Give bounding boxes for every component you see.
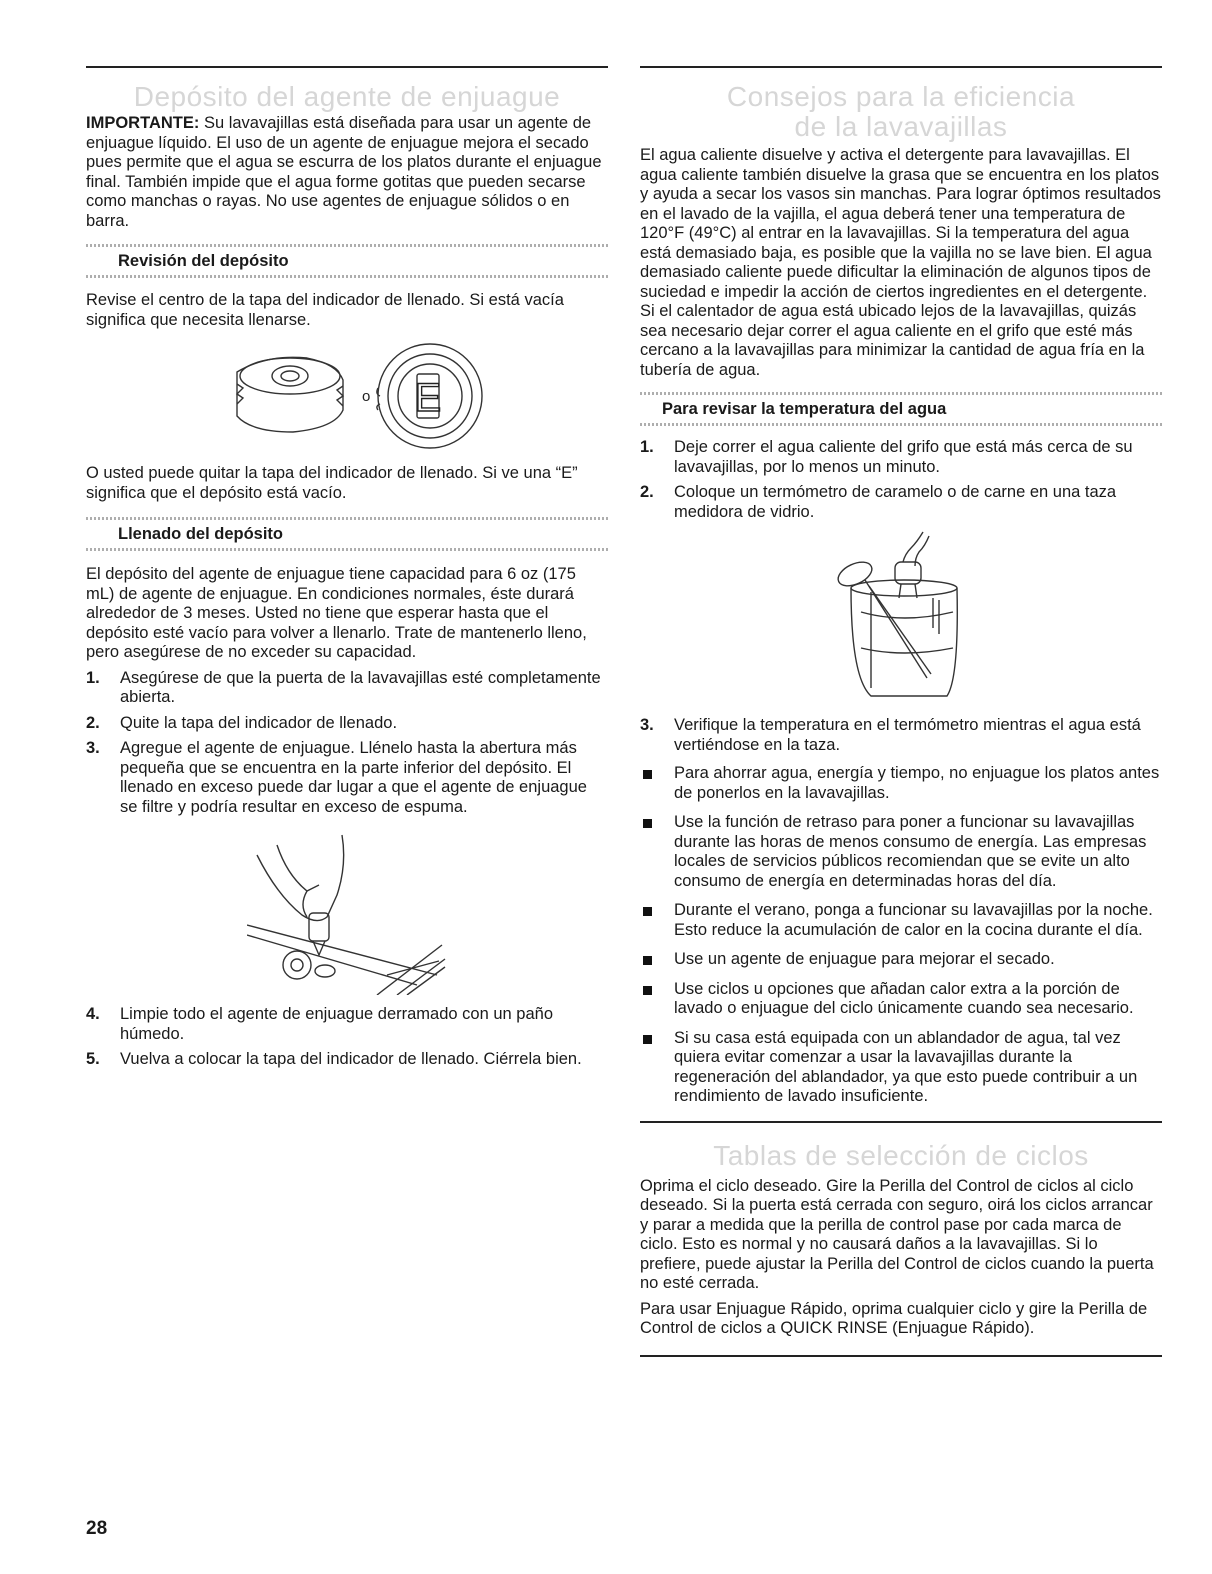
dotted-rule: [640, 392, 1162, 395]
section-rule: [640, 66, 1162, 68]
bullet-icon: [643, 819, 652, 828]
or-label: o: [362, 388, 371, 405]
list-item: [640, 716, 1162, 755]
bullet-text: Use la función de retraso para poner a funcionar su lavavajillas durante las horas de menos consumo de energía. Las empresas locales de servicios públicos recomiendan que se evite un alto consumo de energía en determinadas horas del día.: [674, 813, 1147, 890]
subheading-fill: Llenado del depósito: [118, 525, 284, 543]
empty-e-indicator: E: [414, 376, 442, 420]
dotted-rule: [86, 244, 608, 247]
bullet-text: Si su casa está equipada con un ablandador de agua, tal vez quiera evitar comenzar a usar la lavavajillas durante la regeneración del ablandador, ya que esto puede contribuir a un rendimiento de lavado insuficiente.: [674, 1028, 1138, 1105]
fill-steps-list-b: [86, 1005, 608, 1070]
bullet-text: Durante el verano, ponga a funcionar su lavavajillas por la noche. Esto reduce la acumulación de calor en la cocina durante el día.: [674, 901, 1153, 939]
bullet-text: Use un agente de enjuague para mejorar el secado.: [674, 950, 1055, 968]
rinse-aid-section: [86, 66, 608, 1076]
section-rule: [640, 1121, 1162, 1123]
check-text: Revise el centro de la tapa del indicador de llenado. Si está vacía significa que necesita llenarse.: [86, 291, 564, 329]
list-item: [86, 1050, 608, 1070]
list-item: [640, 764, 1162, 803]
step-text: Quite la tapa del indicador de llenado.: [120, 713, 398, 732]
step-text: Agregue el agente de enjuague. Llénelo hasta la abertura más pequeña que se encuentra en la parte inferior del depósito. El llenado en exceso puede dar lugar a que el agente de enjuague se filtre y podría resultar en exceso de espuma.: [120, 739, 587, 816]
step-number: 4.: [86, 1005, 100, 1023]
list-item: [86, 1005, 608, 1044]
efficiency-bullets: [640, 764, 1162, 1107]
step-number: 2.: [86, 713, 100, 732]
efficiency-intro: El agua caliente disuelve y activa el detergente para lavavajillas. El agua caliente también disuelve la grasa que se encuentra en los platos y ayuda a secar los vasos sin manchas. Para lograr óptimos resultados en el lavado de la vajilla, el agua deberá tener una temperatura de 120°F (49°C) al entrar en la lavavajillas. Si la temperatura del agua está demasiado baja, es posible que la vajilla no se lave bien. El agua demasiado caliente puede dificultar la eliminación de algunos tipos de suciedad e impedir la acción de ciertos ingredientes en el detergente. Si el calentador de agua está ubicado lejos de la lavavajillas, quizás sea necesario dejar correr el agua caliente en el grifo que esté más cercano a la lavavajillas para minimizar la cantidad de agua fría en la tubería de agua.: [640, 146, 1161, 379]
bullet-icon: [643, 907, 652, 916]
important-label: IMPORTANTE:: [86, 114, 200, 132]
page-number: 28: [86, 1518, 108, 1539]
step-number: 3.: [86, 739, 100, 757]
bullet-icon: [643, 986, 652, 995]
step-text: Deje correr el agua caliente del grifo que está más cerca de su lavavajillas, por lo menos un minuto.: [674, 438, 1133, 476]
important-paragraph: [86, 114, 608, 231]
step-number: 5.: [86, 1050, 100, 1068]
step-text: Limpie todo el agente de enjuague derramado con un paño húmedo.: [120, 1005, 553, 1043]
list-item: [640, 813, 1162, 891]
step-text: Verifique la temperatura en el termómetro mientras el agua está vertiéndose en la taza.: [674, 716, 1141, 754]
dotted-rule: [86, 517, 608, 520]
bullet-icon: [643, 956, 652, 965]
step-text: Vuelva a colocar la tapa del indicador de llenado. Ciérrela bien.: [120, 1050, 582, 1068]
list-item: [86, 714, 608, 734]
list-item: [640, 483, 1162, 522]
fill-steps-list-a: [86, 669, 608, 818]
dotted-rule: [86, 275, 608, 278]
bullet-icon: [643, 770, 652, 779]
section-rule: [640, 1355, 1162, 1357]
fill-text: El depósito del agente de enjuague tiene capacidad para 6 oz (175 mL) de agente de enjuague. En condiciones normales, éste durará alrededor de 3 meses. Usted no tiene que esperar hasta que el depósito esté vacío para volver a llenarlo. Trate de mantenerlo lleno, pero asegúrese de no exceder su capacidad.: [86, 565, 587, 661]
subheading-water-temp: Para revisar la temperatura del agua: [662, 400, 947, 418]
list-item: [640, 438, 1162, 477]
efficiency-tips-section: [640, 66, 1162, 1357]
step-number: 3.: [640, 716, 654, 734]
step-text: Coloque un termómetro de caramelo o de carne en una taza medidora de vidrio.: [674, 483, 1117, 521]
important-text: Su lavavajillas está diseñada para usar un agente de enjuague líquido. El uso de un agente de enjuague mejora el secado pues permite que el agua se escurra de los platos durante el enjuague final. También impide que el agua forme gotitas que pueden secarse como manchas o rayas. No use agentes de enjuague sólidos o en barra.: [86, 114, 602, 230]
step-text: Asegúrese de que la puerta de la lavavajillas esté completamente abierta.: [120, 668, 601, 706]
section-rule: [86, 66, 608, 68]
section-title-line2: de la lavavajillas: [794, 111, 1008, 142]
section-title: Depósito del agente de enjuague: [133, 81, 561, 112]
list-item: [86, 669, 608, 708]
after-figure-text: O usted puede quitar la tapa del indicador de llenado. Si ve una “E” significa que el depósito está vacío.: [86, 464, 578, 502]
step-number: 2.: [640, 483, 654, 501]
temp-steps-list: [640, 438, 1162, 522]
temp-step3-list: [640, 716, 1162, 755]
subheading-check: Revisión del depósito: [118, 252, 289, 270]
fill-indicator-cap-illustration: [197, 336, 497, 456]
thermometer-cup-illustration: [831, 528, 971, 702]
thermometer-figure: [640, 528, 1162, 702]
pouring-rinse-aid-figure: [86, 825, 608, 995]
list-item: [640, 901, 1162, 940]
bullet-text: Para ahorrar agua, energía y tiempo, no enjuague los platos antes de ponerlos en la lavavajillas.: [674, 764, 1160, 802]
fill-indicator-figure: [86, 336, 608, 456]
cycles-paragraph-2: Para usar Enjuague Rápido, oprima cualquier ciclo y gire la Perilla de Control de ciclos a QUICK RINSE (Enjuague Rápido).: [640, 1299, 1148, 1337]
bullet-text: Use ciclos u opciones que añadan calor extra a la porción de lavado o enjuague del ciclo únicamente cuando sea necesario.: [674, 979, 1134, 1017]
section-title-line1: Consejos para la eficiencia: [726, 81, 1076, 112]
list-item: [640, 1029, 1162, 1107]
list-item: [640, 950, 1162, 970]
cycles-title: Tablas de selección de ciclos: [713, 1139, 1089, 1171]
dotted-rule: [86, 548, 608, 551]
list-item: [640, 980, 1162, 1019]
bullet-icon: [643, 1035, 652, 1044]
step-number: 1.: [640, 438, 654, 456]
dotted-rule: [640, 423, 1162, 426]
list-item: [86, 739, 608, 817]
step-number: 1.: [86, 668, 100, 687]
cycles-paragraph-1: Oprima el ciclo deseado. Gire la Perilla del Control de ciclos al ciclo deseado. Si la puerta está cerrada con seguro, oirá los ciclos arrancar y parar a medida que la perilla de control pase por cada marca de ciclo. Esto es normal y no causará daños a la lavavajillas. Si lo prefiere, puede ajustar la Perilla del Control de ciclos cuando la puerta no esté cerrada.: [640, 1176, 1154, 1292]
pouring-rinse-aid-illustration: [247, 825, 447, 995]
